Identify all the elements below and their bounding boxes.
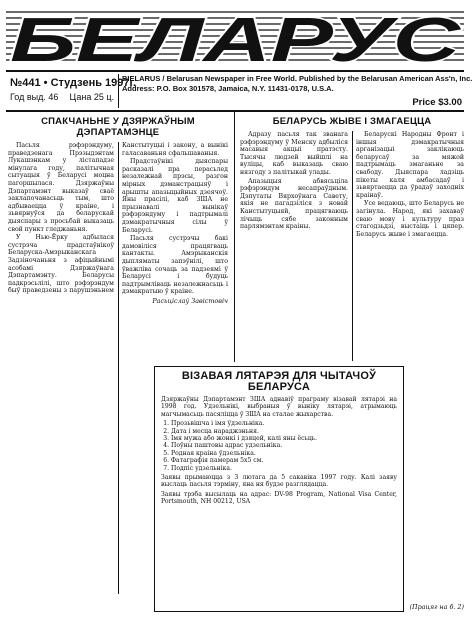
list-item: 1. Прозьвішча і імя ўдзельніка. (171, 420, 397, 427)
paragraph: Пасьля рэфэрэндуму, праведзенага Прэзыдэнтам Лукашэнкам у лістападзе мінулага году, палітычная сытуацыя ў Беларусі моцна пагоршылася. Дзяржаўны Дэпартамэнт выказаў сваё заклапочанасьць тым, што адбываецца ў краіне, і зьвярнуўся да беларускай дыяспары з просьбай выказаць свой пункт гледжаньня. (8, 142, 114, 233)
paragraph: Адразу пасьля так званага рэфэрэндуму ў Менску адбыліся масавыя акцыі пратэсту. Тысячы людзей выйшлі на вуліцы, каб выказаць сваю нязгоду з палітыкай улады. (240, 131, 348, 176)
list-item: 5. Родная краіна ўдзельніка. (171, 450, 397, 457)
list-item: 7. Подпіс удзельніка. (171, 465, 397, 472)
list-item: 6. Фатаграфія памерам 5x5 см. (171, 457, 397, 464)
continued-note: (Працяг на б. 2) (409, 603, 464, 611)
paragraph: Усе ведаюць, што Беларусь не загінула. Народ, які захаваў сваю мову і культуру праз стагодзьдзі, выстаіць і цяпер. Беларусь жыве і змагаецца. (356, 200, 464, 238)
masthead (6, 6, 464, 68)
list-item: 2. Дата і месца нараджэньня. (171, 428, 397, 435)
byline: Расьціслаў Завістовіч (152, 296, 228, 305)
article-right-body (240, 131, 464, 361)
paragraph: Прадстаўнікі дыяспары расказалі пра перасьлед незалежнай прэсы, разгон мірных дэманстрацыяў і арышты апазыцыйных дзеячоў. Яны прасілі, каб ЗША не прызнавалі вынікаў рэфэрэндуму і падтрымалі дэмакратычныя сілы ў Беларусі. (122, 158, 228, 234)
column-divider (234, 112, 235, 362)
paragraph: Беларускі Народны Фронт і іншыя дэмакратычныя арганізацыі заклікаюць беларусаў за мяжой падтрымаць змаганьне за свабоду. Дыяспара ладзіць пікеты каля амбасадаў і зьвяртаецца да ўрадаў заходніх краінаў. (356, 131, 464, 199)
visa-lottery-intro: Дзяржаўны Дэпартамэнт ЗША аднавіў праграму візавай лятарэі на 1998 год. Удзельнікі, выбраныя ў выніку лятарэі, атрымаюць магчымасьць пасяліцца ў ЗША на сталае жыхарства. (161, 396, 397, 418)
paragraph: Апазыцыя абвясьціла рэфэрэндум несапраўдным. Дэпутаты Вярхоўнага Савету, якія не пагадзіліся з новай Канстытуцыяй, працягваюць лічыць сябе законным парлямэнтам краіны. (240, 177, 348, 231)
publication-year: Год выд. 46 (10, 92, 59, 102)
price-local: Цана 25 ц. (69, 92, 114, 102)
paragraph: Пасьля сустрэчы бакі дамовіліся працягваць кантакты. Амэрыканскія дыпляматы запэўнілі, што ўважліва сочаць за падзеямі ў Беларусі і будуць падтрымліваць незалежнасьць і дэмакратыю ў краіне. (122, 235, 228, 296)
address-line: Address: P.O. Box 301578, Jamaica, N.Y. 11431-0178, U.S.A. (122, 83, 334, 93)
article-right-title: БЕЛАРУСЬ ЖЫВЕ І ЗМАГАЕЦЦА (272, 116, 432, 127)
list-item: 4. Поўны паштовы адрас удзельніка. (171, 442, 397, 449)
issue-info (6, 74, 137, 108)
visa-lottery-list (171, 420, 397, 472)
issue-number: №441 • Студзень 1997г. (10, 77, 137, 89)
masthead-title: БЕЛАРУС (10, 6, 462, 68)
visa-lottery-address: Заявы трэба высылаць на адрас: DV-98 Program, National Visa Center, Portsmouth, NH 00212, USA (161, 490, 397, 506)
publisher-info (122, 74, 472, 108)
paragraph: У Нью-Ёрку адбылася сустрэча прадстаўнікоў Беларуска-Амэрыканскага Задзіночаньня з афіцыйнымі асобамі Дзяржаўнага Дэпартамэнту. Беларусы падкрэсьлілі, што рэфэрэндум быў праведзены з парушэньнем Канстытуцыі і закону, а вынікі галасаваньня сфальшаваныя. (8, 142, 228, 295)
visa-lottery-box (154, 366, 404, 612)
publisher-line: BIELARUS / Belarusan Newspaper in Free World. Published by the Belarusan American Ass'n, Inc. (122, 74, 472, 83)
list-item: 3. Імя мужа або жонкі і дзяцей, калі яны ёсьць. (171, 435, 397, 442)
visa-lottery-deadline: Заявы прымаюцца з 3 лютага да 5 сакавіка 1997 году. Калі заяву выслаць пасьля тэрміну, яна ня будзе разглядацца. (161, 474, 397, 489)
price-usd: Price $3.00 (412, 97, 462, 108)
article-left-title: СПАКЧАНЬНЕ У ДЗЯРЖАЎНЫМ ДЭПАРТАМЭНЦЕ (41, 116, 195, 138)
article-right (240, 116, 464, 361)
info-bar (6, 70, 472, 112)
masthead-logo (6, 6, 464, 68)
visa-lottery-title: ВІЗАВАЯ ЛЯТАРЭЯ ДЛЯ ЧЫТАЧОЎ БЕЛАРУСА (181, 370, 377, 393)
